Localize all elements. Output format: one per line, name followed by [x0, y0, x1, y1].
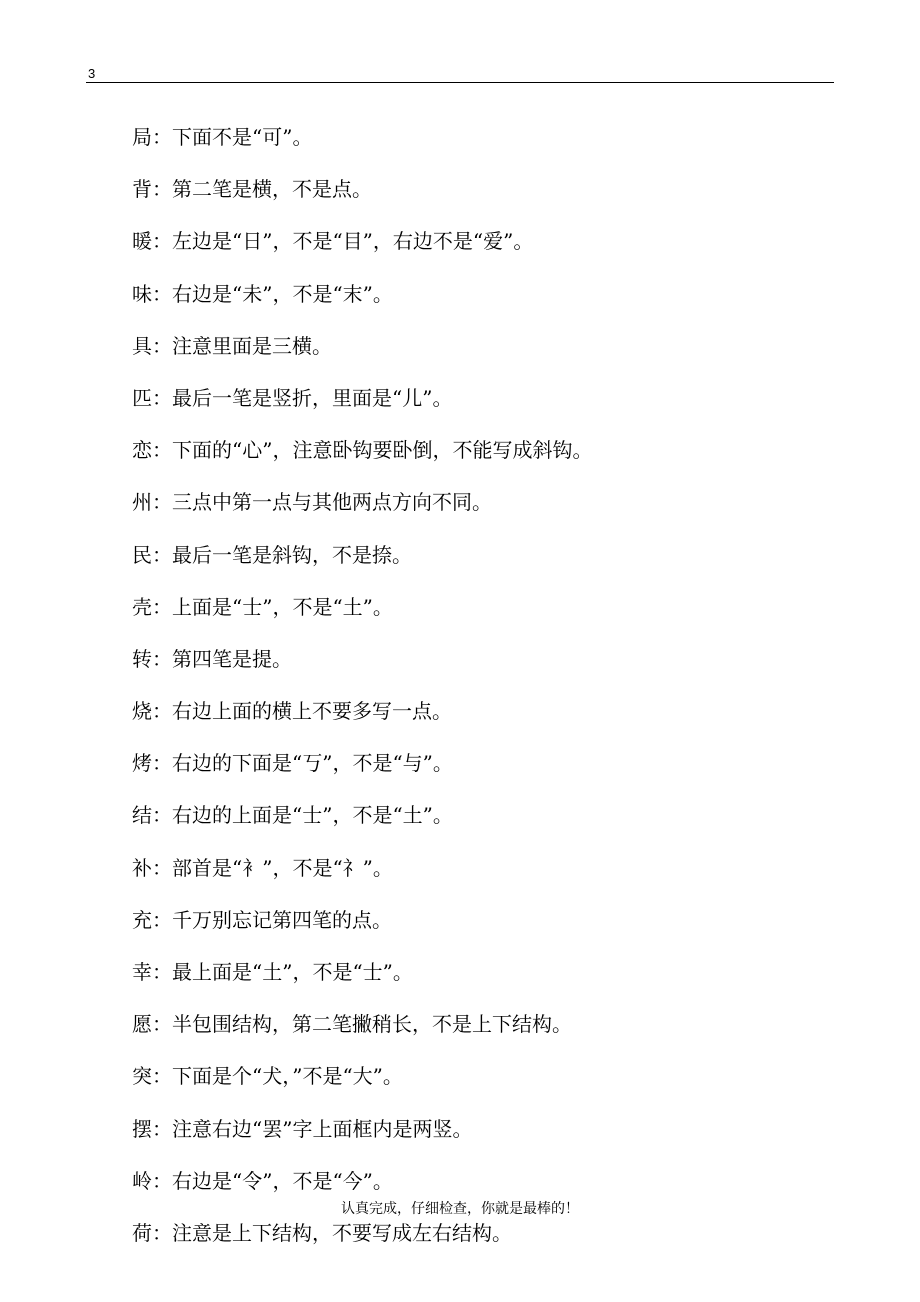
- list-item: [132, 120, 592, 172]
- entry-list: [132, 120, 592, 1268]
- list-item: [132, 955, 592, 1007]
- entry-character: 味: [132, 281, 152, 306]
- entry-character: 结: [132, 803, 152, 828]
- entry-note: 上面是“士”，不是“土”。: [172, 594, 393, 619]
- entry-separator: ：: [152, 125, 172, 149]
- entry-character: 烧: [132, 699, 152, 724]
- list-item: [132, 1112, 592, 1164]
- entry-character: 恋: [132, 438, 152, 463]
- entry-note: 下面的“心”，注意卧钩要卧倒，不能写成斜钩。: [172, 438, 593, 463]
- entry-character: 壳: [132, 594, 152, 619]
- list-item: [132, 538, 592, 590]
- entry-character: 转: [132, 646, 152, 671]
- header-rule: [86, 82, 834, 83]
- entry-note: 千万别忘记第四笔的点。: [172, 907, 392, 932]
- entry-note: 注意里面是三横。: [172, 333, 332, 358]
- list-item: [132, 224, 592, 276]
- entry-note: 三点中第一点与其他两点方向不同。: [172, 490, 492, 515]
- entry-separator: ：: [152, 594, 172, 619]
- entry-separator: ：: [152, 229, 172, 254]
- entry-separator: ：: [152, 177, 172, 202]
- entry-note: 半包围结构，第二笔撇稍长，不是上下结构。: [172, 1012, 572, 1037]
- list-item: [132, 1216, 592, 1268]
- entry-character: 暖: [132, 229, 152, 254]
- entry-separator: ：: [152, 646, 172, 671]
- list-item: [132, 851, 592, 903]
- list-item: [132, 1007, 592, 1059]
- entry-character: 烤: [132, 751, 152, 776]
- entry-character: 岭: [132, 1168, 152, 1193]
- entry-note: 最后一笔是斜钩，不是捺。: [172, 542, 412, 567]
- entry-note: 右边是“令”，不是“今”。: [172, 1168, 393, 1193]
- entry-separator: ：: [152, 385, 172, 410]
- entry-note: 左边是“日”，不是“目”，右边不是“爱”。: [172, 229, 534, 254]
- list-item: [132, 381, 592, 433]
- footer-text: 认真完成，仔细检查，你就是最棒的！: [341, 1201, 579, 1217]
- list-item: [132, 746, 592, 798]
- entry-separator: ：: [152, 803, 172, 828]
- entry-character: 民: [132, 542, 152, 567]
- entry-character: 摆: [132, 1116, 152, 1141]
- entry-separator: ：: [152, 281, 172, 306]
- entry-separator: ：: [152, 542, 172, 567]
- list-item: [132, 329, 592, 381]
- entry-separator: ：: [152, 438, 172, 463]
- entry-note: 部首是“衤”，不是“礻”。: [172, 855, 393, 880]
- entry-note: 第二笔是横，不是点。: [172, 177, 372, 202]
- entry-separator: ：: [152, 960, 172, 984]
- entry-note: 第四笔是提。: [172, 646, 292, 671]
- entry-separator: ：: [152, 699, 172, 724]
- entry-note: 右边上面的横上不要多写一点。: [172, 699, 452, 724]
- list-item: [132, 277, 592, 329]
- list-item: [132, 590, 592, 642]
- list-item: [132, 433, 592, 485]
- entry-note: 注意右边“罢”字上面框内是两竖。: [172, 1116, 473, 1141]
- entry-separator: ：: [152, 490, 172, 515]
- page-number: 3: [88, 66, 96, 81]
- entry-separator: ：: [152, 855, 172, 880]
- entry-separator: ：: [152, 1012, 172, 1037]
- entry-separator: ：: [152, 1116, 172, 1141]
- entry-character: 突: [132, 1064, 152, 1089]
- entry-note: 下面是个“犬，”不是“大”。: [172, 1064, 403, 1089]
- entry-note: 最后一笔是竖折，里面是“儿”。: [172, 385, 453, 410]
- entry-note: 右边的下面是“丂”，不是“与”。: [172, 751, 453, 776]
- entry-separator: ：: [152, 751, 172, 776]
- list-item: [132, 485, 592, 537]
- entry-character: 补: [132, 855, 152, 880]
- entry-separator: ：: [152, 907, 172, 932]
- list-item: [132, 1059, 592, 1111]
- entry-character: 幸: [132, 960, 152, 984]
- entry-character: 愿: [132, 1012, 152, 1037]
- entry-note: 下面不是“可”。: [172, 125, 313, 149]
- entry-character: 背: [132, 177, 152, 202]
- entry-separator: ：: [152, 1220, 172, 1245]
- list-item: [132, 642, 592, 694]
- list-item: [132, 798, 592, 850]
- entry-note: 最上面是“土”，不是“士”。: [172, 960, 413, 984]
- entry-separator: ：: [152, 333, 172, 358]
- list-item: [132, 694, 592, 746]
- entry-character: 州: [132, 490, 152, 515]
- entry-separator: ：: [152, 1168, 172, 1193]
- entry-character: 具: [132, 333, 152, 358]
- list-item: [132, 172, 592, 224]
- entry-character: 充: [132, 907, 152, 932]
- entry-separator: ：: [152, 1064, 172, 1089]
- entry-character: 局: [132, 125, 152, 149]
- entry-note: 右边是“未”，不是“末”。: [172, 281, 393, 306]
- entry-note: 右边的上面是“士”，不是“土”。: [172, 803, 453, 828]
- entry-note: 注意是上下结构，不要写成左右结构。: [172, 1220, 512, 1245]
- list-item: [132, 903, 592, 955]
- entry-character: 荷: [132, 1220, 152, 1245]
- entry-character: 匹: [132, 385, 152, 410]
